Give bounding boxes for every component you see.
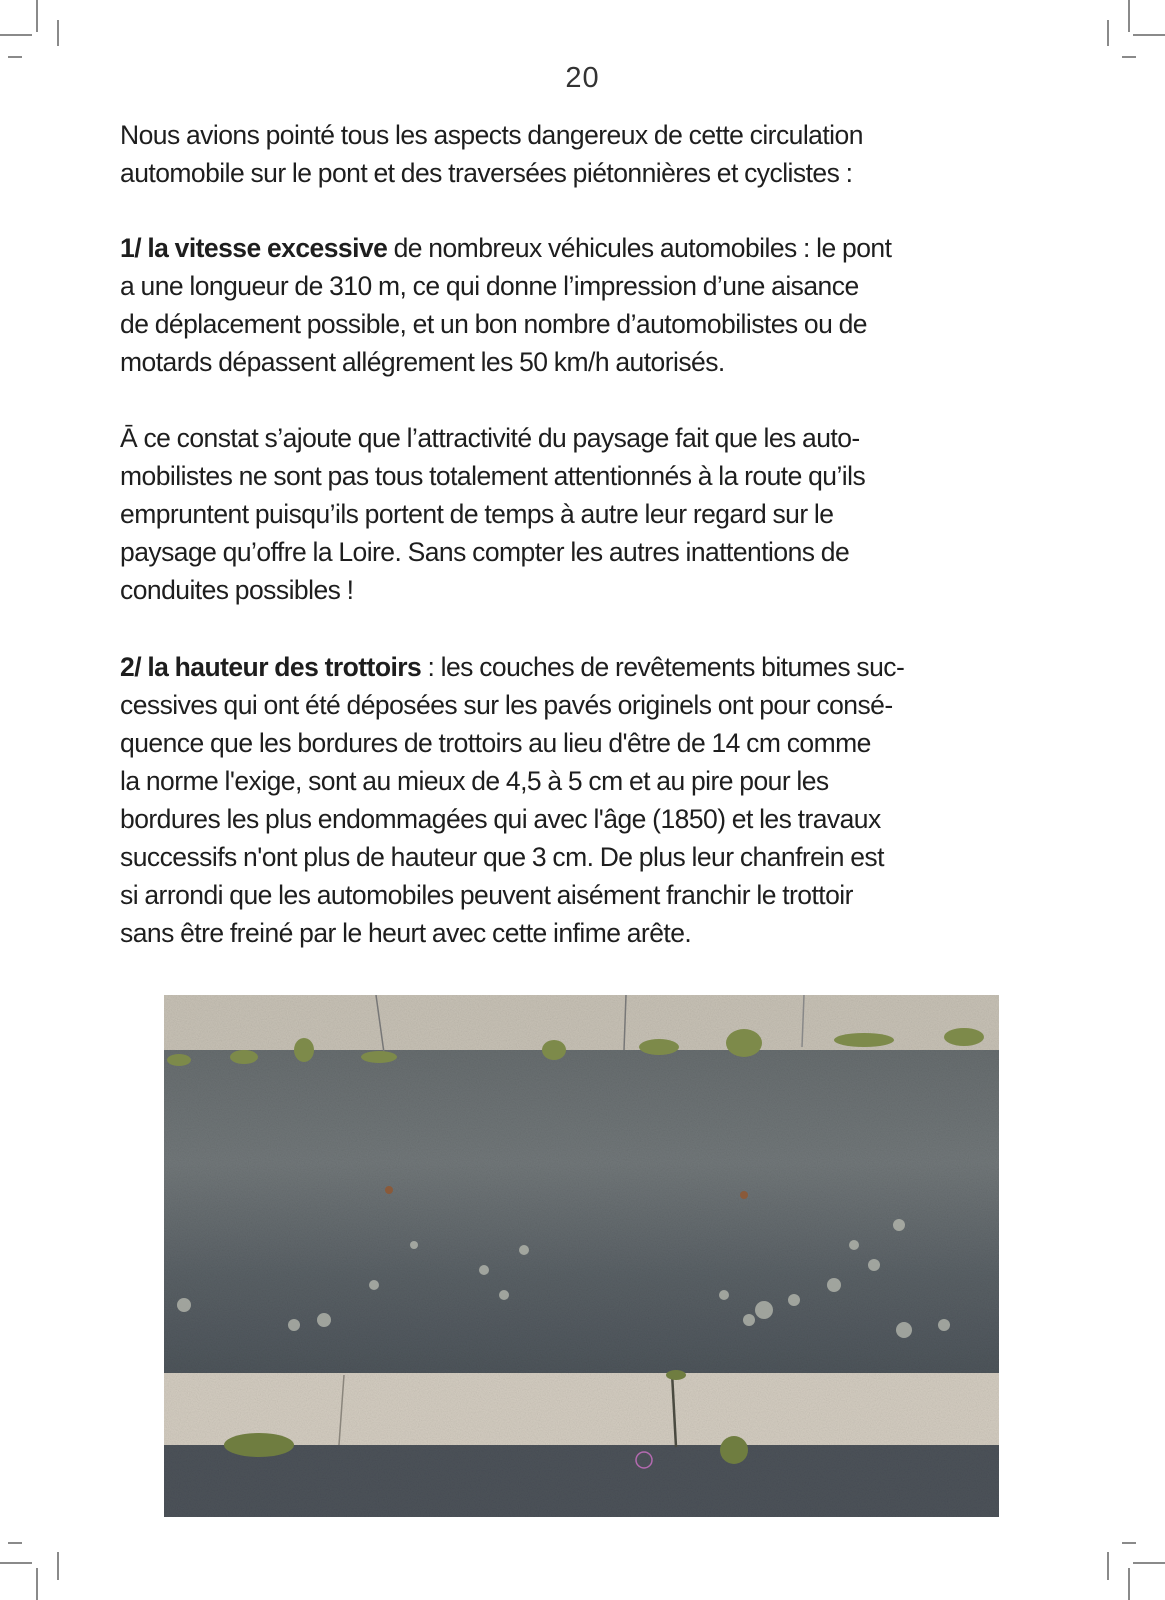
text-line: cessives qui ont été déposées sur les pavés originels ont pour consé- [120, 690, 893, 720]
intro-paragraph [120, 116, 1040, 192]
text-line: conduites possibles ! [120, 575, 354, 605]
text-line: Nous avions pointé tous les aspects dangereux de cette circulation [120, 120, 863, 150]
crop-mark-bottom-right-v1 [1128, 1568, 1130, 1600]
crop-mark-top-right-h1 [1133, 34, 1165, 36]
section-1-paragraph [120, 229, 1040, 381]
text-line: sans être freiné par le heurt avec cette infime arête. [120, 918, 692, 948]
text-line: successifs n'ont plus de hauteur que 3 cm. De plus leur chanfrein est [120, 842, 884, 872]
crop-mark-top-right-v1 [1128, 0, 1130, 32]
crop-mark-bottom-left-h1 [0, 1562, 32, 1564]
text-line: bordures les plus endommagées qui avec l'âge (1850) et les travaux [120, 804, 881, 834]
crop-mark-top-left-v1 [36, 0, 38, 32]
text-line [120, 648, 1040, 686]
crop-mark-bottom-right-v2 [1107, 1552, 1109, 1580]
crop-mark-bottom-left-h2 [8, 1542, 22, 1544]
text-line: automobile sur le pont et des traversées piétonnières et cyclistes : [120, 158, 853, 188]
section-2-paragraph [120, 648, 1040, 952]
crop-mark-bottom-left-v1 [36, 1568, 38, 1600]
sidewalk-curb-photo [164, 995, 999, 1517]
crop-mark-bottom-left-v2 [57, 1552, 59, 1580]
text-line: quence que les bordures de trottoirs au lieu d'être de 14 cm comme [120, 728, 871, 758]
text-line: empruntent puisqu’ils portent de temps à autre leur regard sur le [120, 499, 834, 529]
text-line [120, 229, 1040, 267]
text-line: de déplacement possible, et un bon nombre d’automobilistes ou de [120, 309, 867, 339]
crop-mark-top-right-v2 [1107, 20, 1109, 46]
crop-mark-bottom-right-h2 [1122, 1542, 1136, 1544]
text-line: la norme l'exige, sont au mieux de 4,5 à 5 cm et au pire pour les [120, 766, 829, 796]
text-line: paysage qu’offre la Loire. Sans compter les autres inattentions de [120, 537, 850, 567]
page-number: 20 [565, 62, 600, 94]
paragraph-2 [120, 419, 1040, 609]
text-fragment: : les couches de revêtements bitumes suc- [421, 652, 905, 682]
text-line: a une longueur de 310 m, ce qui donne l’impression d’une aisance [120, 271, 859, 301]
crop-mark-bottom-right-h1 [1133, 1562, 1165, 1564]
section-1-heading: 1/ la vitesse excessive [120, 233, 388, 263]
text-line: motards dépassent allégrement les 50 km/h autorisés. [120, 347, 725, 377]
text-line: Ā ce constat s’ajoute que l’attractivité du paysage fait que les auto- [120, 423, 860, 453]
text-line: si arrondi que les automobiles peuvent aisément franchir le trottoir [120, 880, 853, 910]
crop-mark-top-left-h1 [0, 34, 32, 36]
text-fragment: de nombreux véhicules automobiles : le pont [387, 233, 892, 263]
section-2-heading: 2/ la hauteur des trottoirs [120, 652, 422, 682]
crop-mark-top-right-h2 [1122, 56, 1136, 58]
text-line: mobilistes ne sont pas tous totalement attentionnés à la route qu’ils [120, 461, 866, 491]
crop-mark-top-left-v2 [57, 20, 59, 46]
crop-mark-top-left-h2 [8, 56, 22, 58]
